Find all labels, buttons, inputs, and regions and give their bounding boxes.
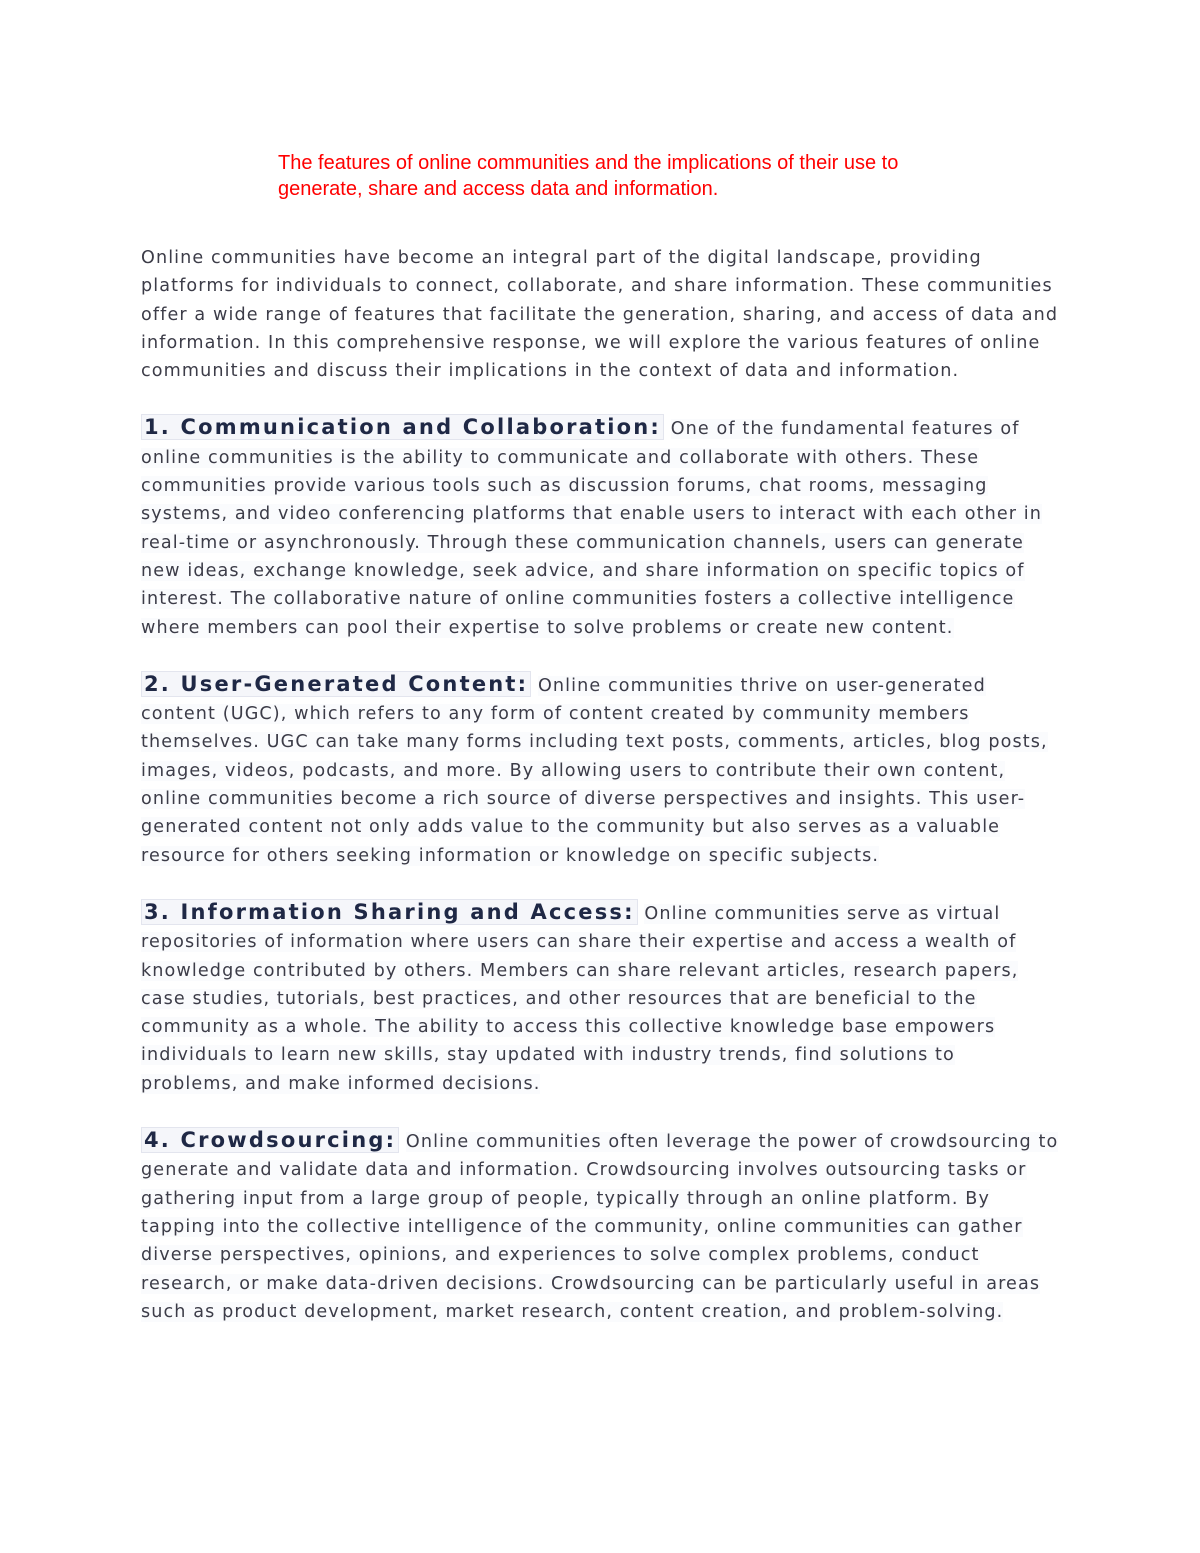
document-title: The features of online communities and the implications of their use to generate, share and access data and information. bbox=[278, 152, 899, 200]
intro-paragraph: Online communities have become an integral part of the digital landscape, providing platforms for individuals to connect, collaborate, and share information. These communities offer a wide range of features that facilitate the generation, sharing, and access of data and information. In this comprehensive response, we will explore the various features of online communities and discuss their implications in the context of data and information. bbox=[141, 248, 1059, 382]
section-information-sharing-access bbox=[141, 898, 1059, 1098]
section-heading: 2. User-Generated Content: bbox=[141, 671, 531, 697]
section-text: Online communities serve as virtual repositories of information where users can share their expertise and access a wealth of knowledge contributed by others. Members can share relevant articles, research papers, case studies, tutorials, best practices, and other resources that are beneficial to the community as a whole. The ability to access this collective knowledge base empowers individuals to learn new skills, stay updated with industry trends, find solutions to problems, and make informed decisions. bbox=[141, 903, 1019, 1094]
section-text: Online communities thrive on user-generated content (UGC), which refers to any form of content created by community members themselves. UGC can take many forms including text posts, comments, articles, blog posts, images, videos, podcasts, and more. By allowing users to contribute their own content, online communities become a rich source of diverse perspectives and insights. This user-generated content not only adds value to the community but also serves as a valuable resource for others seeking information or knowledge on specific subjects. bbox=[141, 675, 1048, 866]
section-heading: 1. Communication and Collaboration: bbox=[141, 414, 664, 440]
section-user-generated-content bbox=[141, 670, 1059, 870]
section-heading: 3. Information Sharing and Access: bbox=[141, 899, 638, 925]
section-communication-collaboration bbox=[141, 413, 1059, 641]
section-crowdsourcing bbox=[141, 1126, 1059, 1326]
document-body bbox=[141, 244, 1059, 1326]
section-heading: 4. Crowdsourcing: bbox=[141, 1127, 399, 1153]
section-text: One of the fundamental features of online communities is the ability to communicate and collaborate with others. These communities provide various tools such as discussion forums, chat rooms, messaging systems, and video conferencing platforms that enable users to interact with each other in real-time or asynchronously. Through these communication channels, users can generate new ideas, exchange knowledge, seek advice, and share information on specific topics of interest. The collaborative nature of online communities fosters a collective intelligence where members can pool their expertise to solve problems or create new content. bbox=[141, 419, 1043, 638]
section-text: Online communities often leverage the power of crowdsourcing to generate and validate data and information. Crowdsourcing involves outsourcing tasks or gathering input from a large group of people, typically through an online platform. By tapping into the collective intelligence of the community, online communities can gather diverse perspectives, opinions, and experiences to solve complex problems, conduct research, or make data-driven decisions. Crowdsourcing can be particularly useful in areas such as product development, market research, content creation, and problem-solving. bbox=[141, 1132, 1059, 1322]
